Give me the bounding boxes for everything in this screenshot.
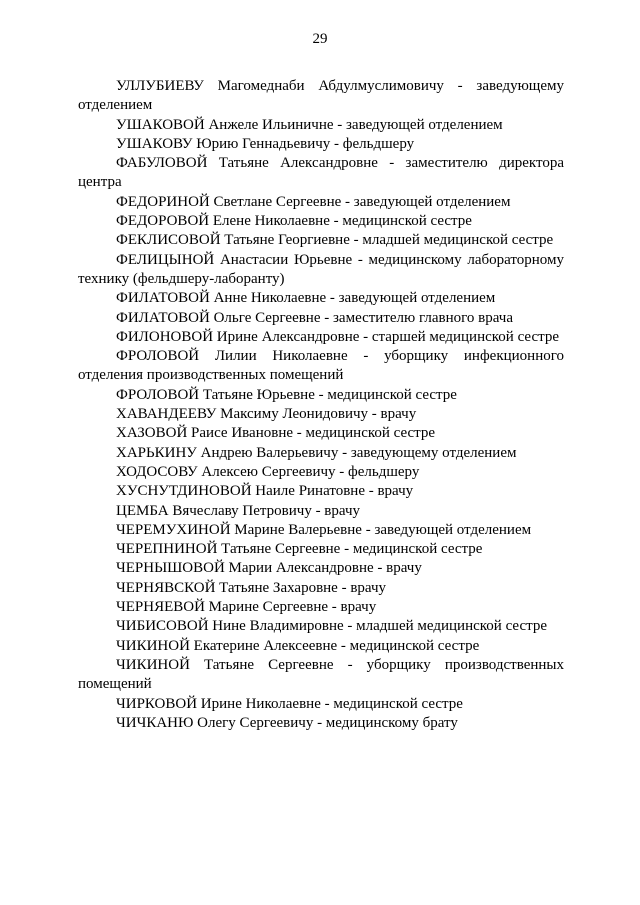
list-item: ФИЛАТОВОЙ Ольге Сергеевне - заместителю главного врача bbox=[116, 309, 514, 326]
list-item: ФЕДОРИНОЙ Светлане Сергеевне - заведующей отделением bbox=[116, 193, 511, 210]
list-item: ФРОЛОВОЙ Лилии Николаевне - уборщику инфекционного отделения производственных помещений bbox=[78, 348, 564, 384]
list-item: УШАКОВУ Юрию Геннадьевичу - фельдшеру bbox=[116, 135, 415, 152]
list-item: ЧИЧКАНЮ Олегу Сергеевичу - медицинскому брату bbox=[116, 714, 458, 731]
page-number: 29 bbox=[312, 31, 328, 47]
list-item: ФЕДОРОВОЙ Елене Николаевне - медицинской сестре bbox=[116, 213, 472, 230]
list-item: ФИЛОНОВОЙ Ирине Александровне - старшей медицинской сестре bbox=[116, 328, 559, 345]
list-item: ХАРЬКИНУ Андрею Валерьевичу - заведующему отделением bbox=[116, 444, 517, 461]
list-item: ХАЗОВОЙ Раисе Ивановне - медицинской сестре bbox=[116, 425, 436, 442]
list-item: ФЕКЛИСОВОЙ Татьяне Георгиевне - младшей медицинской сестре bbox=[116, 232, 554, 249]
list-item: ЧЕРНЫШОВОЙ Марии Александровне - врачу bbox=[116, 560, 422, 577]
list-item: ФРОЛОВОЙ Татьяне Юрьевне - медицинской сестре bbox=[116, 386, 457, 403]
list-item: ЦЕМБА Вячеславу Петровичу - врачу bbox=[116, 502, 360, 519]
list-item: ЧЕРЕПНИНОЙ Татьяне Сергеевне - медицинской сестре bbox=[116, 541, 483, 558]
list-item: УШАКОВОЙ Анжеле Ильиничне - заведующей отделением bbox=[116, 116, 503, 133]
list-item: ФИЛАТОВОЙ Анне Николаевне - заведующей отделением bbox=[116, 290, 496, 307]
list-item: ЧЕРНЯЕВОЙ Марине Сергеевне - врачу bbox=[116, 599, 377, 616]
list-item: ФЕЛИЦЫНОЙ Анастасии Юрьевне - медицинскому лабораторному технику (фельдшеру-лаборанту) bbox=[78, 251, 564, 287]
list-item: ЧИКИНОЙ Татьяне Сергеевне - уборщику производственных помещений bbox=[78, 656, 564, 693]
list-item: ЧИРКОВОЙ Ирине Николаевне - медицинской сестре bbox=[116, 695, 463, 712]
list-item: ХОДОСОВУ Алексею Сергеевичу - фельдшеру bbox=[116, 463, 420, 480]
list-item: ЧЕРНЯВСКОЙ Татьяне Захаровне - врачу bbox=[116, 579, 387, 596]
list-item: ФАБУЛОВОЙ Татьяне Александровне - заместителю директора центра bbox=[78, 155, 564, 191]
list-item: ХАВАНДЕЕВУ Максиму Леонидовичу - врачу bbox=[116, 406, 417, 423]
list-item: ХУСНУТДИНОВОЙ Наиле Ринатовне - врачу bbox=[116, 483, 414, 500]
list-item: ЧИКИНОЙ Екатерине Алексеевне - медицинской сестре bbox=[116, 637, 480, 654]
list-item: ЧЕРЕМУХИНОЙ Марине Валерьевне - заведующей отделением bbox=[116, 521, 532, 538]
list-item: ЧИБИСОВОЙ Нине Владимировне - младшей медицинской сестре bbox=[116, 618, 548, 635]
awardee-list bbox=[78, 77, 564, 733]
list-item: УЛЛУБИЕВУ Магомеднаби Абдулмуслимовичу - заведующему отделением bbox=[78, 78, 564, 114]
